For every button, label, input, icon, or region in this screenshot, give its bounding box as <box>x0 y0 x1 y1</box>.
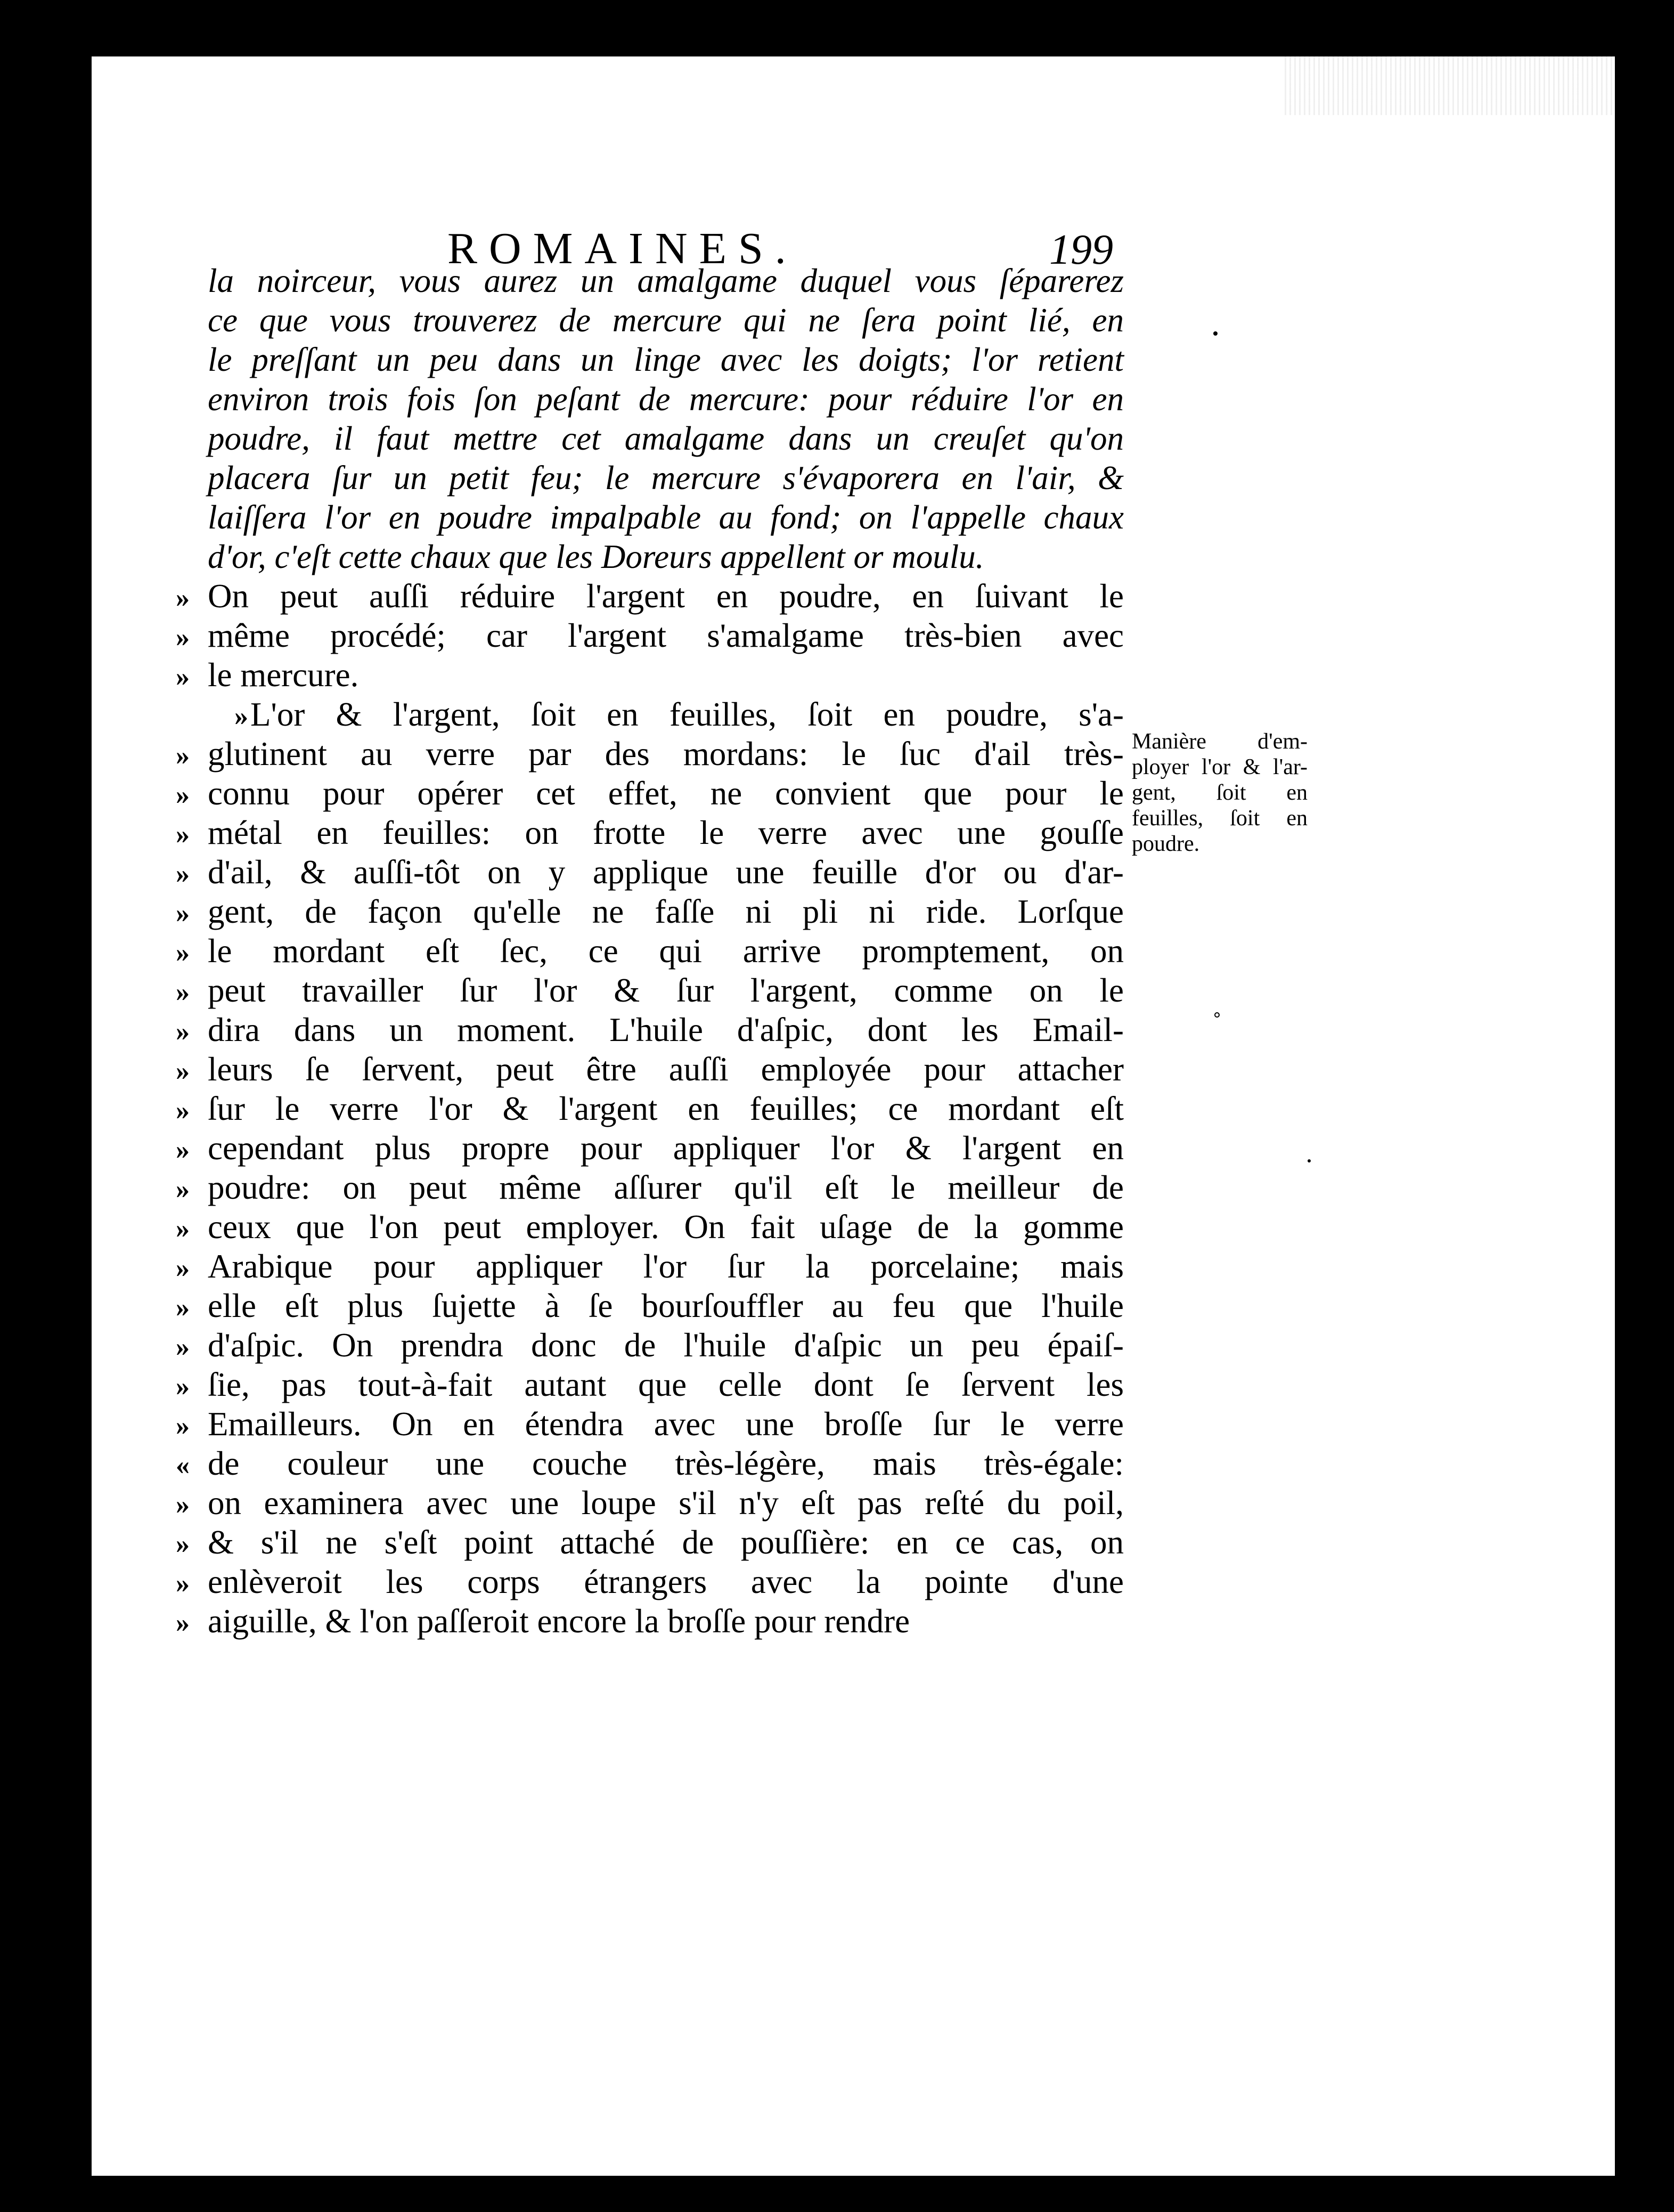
line-text: poudre, il faut mettre cet amalgame dans un creuſet qu'on <box>208 420 1124 457</box>
quote-mark: » <box>176 662 190 692</box>
text-line <box>176 1207 1124 1247</box>
page-number: 199 <box>1049 226 1113 273</box>
quote-mark: » <box>176 583 190 613</box>
line-text: gent, de façon qu'elle ne faſſe ni pli ni ride. Lorſque <box>208 893 1124 930</box>
quote-mark: » <box>176 1608 190 1638</box>
quote-mark: » <box>176 819 190 850</box>
text-line <box>176 1483 1124 1523</box>
margin-note-line: gent, ſoit en <box>1132 780 1308 805</box>
line-text: la noirceur, vous aurez un amalgame duquel vous ſéparerez <box>208 262 1124 299</box>
text-line <box>176 931 1124 971</box>
speck <box>1308 1159 1311 1162</box>
line-text: de couleur une couche très-légère, mais très-égale: <box>208 1445 1124 1482</box>
text-line <box>176 1601 1124 1641</box>
text-line <box>176 1404 1124 1444</box>
quote-mark: » <box>176 1253 190 1283</box>
line-text: ſur le verre l'or & l'argent en feuilles; ce mordant eſt <box>208 1090 1124 1127</box>
text-line <box>176 813 1124 852</box>
text-line <box>176 1010 1124 1050</box>
line-text: L'or & l'argent, ſoit en feuilles, ſoit en poudre, s'a- <box>250 696 1124 733</box>
text-line <box>176 1050 1124 1089</box>
text-line <box>208 537 1124 576</box>
text-line <box>176 1523 1124 1562</box>
text-line <box>176 1365 1124 1404</box>
text-line <box>208 419 1124 458</box>
margin-note-line: ployer l'or & l'ar- <box>1132 755 1308 779</box>
quote-mark: » <box>176 1371 190 1402</box>
text-line <box>176 892 1124 931</box>
line-text: aiguille, & l'on paſſeroit encore la broſſe pour rendre <box>208 1603 910 1640</box>
line-text: d'aſpic. On prendra donc de l'huile d'aſpic un peu épaiſ- <box>208 1327 1124 1364</box>
quote-mark: » <box>176 1529 190 1559</box>
running-title: ROMAINES. <box>447 224 798 273</box>
quote-mark: « <box>176 1450 190 1481</box>
line-text: même procédé; car l'argent s'amalgame très-bien avec <box>208 617 1124 654</box>
quote-mark: » <box>176 622 190 653</box>
speck <box>1214 1012 1220 1018</box>
line-text: placera ſur un petit feu; le mercure s'évaporera en l'air, & <box>208 459 1124 497</box>
quote-mark: » <box>176 1095 190 1126</box>
text-line <box>176 852 1124 892</box>
line-text: le preſſant un peu dans un linge avec les doigts; l'or retient <box>208 341 1124 378</box>
text-line <box>208 261 1124 300</box>
quote-mark: » <box>176 1292 190 1323</box>
text-line <box>208 498 1124 537</box>
text-line <box>176 774 1124 813</box>
line-text: métal en feuilles: on frotte le verre avec une gouſſe <box>208 814 1124 851</box>
quote-mark: » <box>176 1056 190 1086</box>
text-line <box>176 1168 1124 1207</box>
text-line <box>176 616 1124 655</box>
line-text: Arabique pour appliquer l'or ſur la porcelaine; mais <box>208 1248 1124 1285</box>
quote-mark: » <box>176 1411 190 1441</box>
line-text: Emailleurs. On en étendra avec une broſſe ſur le verre <box>208 1405 1124 1443</box>
quote-mark: » <box>176 1332 190 1362</box>
scan-noise <box>1285 56 1615 115</box>
quote-mark: » <box>176 898 190 929</box>
margin-note <box>1132 729 1308 857</box>
quote-mark: » <box>176 1568 190 1599</box>
text-line <box>176 971 1124 1010</box>
line-text: d'ail, & auſſi-tôt on y applique une feuille d'or ou d'ar- <box>208 853 1124 891</box>
text-line <box>176 1286 1124 1325</box>
text-line <box>176 1128 1124 1168</box>
quote-mark: » <box>176 938 190 968</box>
line-text: environ trois fois ſon peſant de mercure: pour réduire l'or en <box>208 380 1124 418</box>
line-text: poudre: on peut même aſſurer qu'il eſt le meilleur de <box>208 1169 1124 1206</box>
quote-mark: » <box>176 1174 190 1205</box>
speck <box>1213 331 1218 336</box>
margin-note-line: Manière d'em- <box>1132 729 1308 754</box>
text-line <box>176 1325 1124 1365</box>
line-text: ce que vous trouverez de mercure qui ne ſera point lié, en <box>208 302 1124 339</box>
quote-mark: » <box>176 1016 190 1047</box>
text-line <box>176 655 1124 695</box>
line-text: On peut auſſi réduire l'argent en poudre, en ſuivant le <box>208 578 1124 615</box>
text-line <box>234 695 1124 734</box>
text-line <box>176 1562 1124 1601</box>
quote-mark: » <box>176 780 190 810</box>
line-text: & s'il ne s'eſt point attaché de pouſſière: en ce cas, on <box>208 1524 1124 1561</box>
line-text: le mordant eſt ſec, ce qui arrive promptement, on <box>208 932 1124 970</box>
text-line <box>208 300 1124 340</box>
text-line <box>176 1089 1124 1128</box>
line-text: on examinera avec une loupe s'il n'y eſt pas reſté du poil, <box>208 1484 1124 1522</box>
quote-mark: » <box>176 1135 190 1165</box>
quote-mark: » <box>176 1214 190 1244</box>
text-line <box>176 1247 1124 1286</box>
text-line <box>176 1444 1124 1483</box>
line-text: d'or, c'eſt cette chaux que les Doreurs appellent or moulu. <box>208 538 984 575</box>
text-line <box>176 734 1124 774</box>
line-text: glutinent au verre par des mordans: le ſuc d'ail très- <box>208 735 1124 772</box>
line-text: peut travailler ſur l'or & ſur l'argent, comme on le <box>208 972 1124 1009</box>
text-line <box>208 340 1124 379</box>
text-line <box>176 576 1124 616</box>
quote-mark: » <box>176 1490 190 1520</box>
line-text: cependant plus propre pour appliquer l'or & l'argent en <box>208 1129 1124 1167</box>
line-text: connu pour opérer cet effet, ne convient que pour le <box>208 775 1124 812</box>
text-line <box>208 379 1124 419</box>
quote-mark: » <box>176 859 190 889</box>
line-text: dira dans un moment. L'huile d'aſpic, dont les Email- <box>208 1011 1124 1048</box>
text-line <box>208 458 1124 498</box>
quote-mark: » <box>176 741 190 771</box>
line-text: ceux que l'on peut employer. On fait uſage de la gomme <box>208 1208 1124 1246</box>
line-text: leurs ſe ſervent, peut être auſſi employée pour attacher <box>208 1051 1124 1088</box>
margin-note-line: feuilles, ſoit en <box>1132 806 1308 831</box>
margin-note-line: poudre. <box>1132 832 1200 856</box>
quote-mark: » <box>234 701 248 731</box>
line-text: laiſſera l'or en poudre impalpable au fond; on l'appelle chaux <box>208 499 1124 536</box>
quote-mark: » <box>176 977 190 1007</box>
line-text: ſie, pas tout-à-fait autant que celle dont ſe ſervent les <box>208 1366 1124 1403</box>
line-text: elle eſt plus ſujette à ſe bourſouffler au feu que l'huile <box>208 1287 1124 1324</box>
line-text: le mercure. <box>208 656 359 694</box>
line-text: enlèveroit les corps étrangers avec la pointe d'une <box>208 1563 1124 1600</box>
